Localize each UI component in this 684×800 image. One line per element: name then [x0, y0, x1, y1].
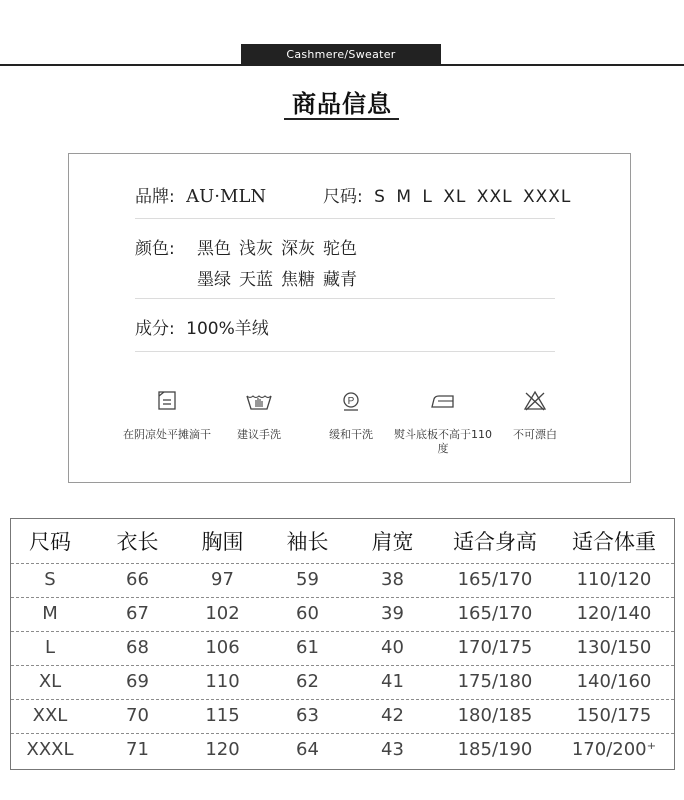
table-row	[11, 631, 674, 665]
cell: 64	[296, 739, 319, 760]
cell: 165/170	[457, 569, 533, 590]
dry-flat-shade-icon	[156, 390, 178, 412]
cell: 59	[296, 569, 319, 590]
header-cell: 适合体重	[572, 530, 656, 554]
cell: 150/175	[576, 705, 652, 726]
care-text: 在阴凉处平摊滴干	[123, 428, 211, 441]
cell: 41	[381, 671, 404, 692]
care-item-dry-clean	[301, 390, 401, 442]
cell: XXL	[32, 705, 68, 726]
cell: 170/175	[457, 637, 533, 658]
color-item: 驼色	[323, 239, 357, 259]
table-row	[11, 733, 674, 767]
info-divider	[135, 218, 555, 219]
care-item-iron	[393, 390, 493, 456]
cell: 115	[205, 705, 240, 726]
cell: 43	[381, 739, 404, 760]
cell: 140/160	[576, 671, 652, 692]
cell: 102	[205, 603, 240, 624]
color-item: 浅灰	[239, 239, 273, 259]
header-cell: 胸围	[201, 530, 244, 554]
care-text: 缓和干洗	[329, 428, 373, 441]
cell: 110/120	[576, 569, 652, 590]
table-row	[11, 563, 674, 597]
header-cell: 尺码	[29, 530, 71, 554]
color-options	[197, 234, 457, 296]
cell: 63	[296, 705, 319, 726]
cell: 120	[205, 739, 240, 760]
care-text: 建议手洗	[237, 428, 281, 441]
cell: 68	[126, 637, 149, 658]
color-label: 颜色:	[135, 239, 175, 259]
info-divider	[135, 351, 555, 352]
header-cell: 适合身高	[453, 530, 537, 554]
color-item: 焦糖	[281, 270, 315, 290]
cell: 170/200⁺	[571, 739, 657, 760]
color-item: 天蓝	[239, 270, 273, 290]
size-row	[323, 182, 571, 207]
cell: 40	[381, 637, 404, 658]
table-row	[11, 699, 674, 733]
header-cell: 肩宽	[371, 530, 414, 554]
cell: 69	[126, 671, 149, 692]
no-bleach-icon	[523, 390, 547, 412]
cell: 71	[126, 739, 149, 760]
info-divider	[135, 298, 555, 299]
cell: 60	[296, 603, 319, 624]
cell: 175/180	[457, 671, 533, 692]
cell: 38	[381, 569, 404, 590]
hand-wash-icon	[245, 390, 273, 412]
cell: XXXL	[26, 739, 74, 760]
gentle-dry-clean-icon	[340, 390, 362, 412]
category-banner: Cashmere/Sweater	[241, 44, 441, 66]
brand-value: AU·MLN	[186, 186, 267, 207]
iron-icon	[429, 390, 457, 412]
care-item-no-bleach	[485, 390, 585, 442]
cell: 120/140	[576, 603, 652, 624]
cell: 42	[381, 705, 404, 726]
cell: XL	[38, 671, 62, 692]
cell: 185/190	[457, 739, 533, 760]
cell: 61	[296, 637, 319, 658]
cell: 62	[296, 671, 319, 692]
cell: 67	[126, 603, 149, 624]
size-chart-table	[10, 518, 675, 770]
color-item: 深灰	[281, 239, 315, 259]
table-row	[11, 665, 674, 699]
header-cell: 衣长	[116, 530, 159, 554]
page-title: 商品信息	[292, 90, 392, 118]
cell: 165/170	[457, 603, 533, 624]
svg-text:P: P	[347, 396, 355, 407]
color-item: 墨绿	[197, 270, 231, 290]
cell: S	[44, 569, 56, 590]
cell: 106	[205, 637, 240, 658]
care-text: 不可漂白	[513, 428, 557, 441]
cell: 66	[126, 569, 149, 590]
size-options: S M L XL XXL XXXL	[374, 187, 572, 207]
care-text: 熨斗底板不高于110度	[394, 428, 492, 455]
brand-row	[135, 182, 266, 207]
header-cell: 袖长	[286, 530, 329, 554]
color-item: 黑色	[197, 239, 231, 259]
table-header-row	[11, 519, 674, 563]
table-row	[11, 597, 674, 631]
product-info-box	[68, 153, 631, 483]
cell: 97	[211, 569, 234, 590]
brand-label: 品牌:	[135, 187, 175, 207]
cell: M	[42, 603, 58, 624]
care-item-dry-flat	[117, 390, 217, 442]
fiber-label: 成分:	[135, 319, 175, 339]
color-item: 藏青	[323, 270, 357, 290]
cell: 110	[205, 671, 240, 692]
cell: 70	[126, 705, 149, 726]
fiber-value: 100%羊绒	[186, 319, 269, 339]
size-label: 尺码:	[323, 187, 363, 207]
cell: 39	[381, 603, 404, 624]
care-item-hand-wash	[209, 390, 309, 442]
title-underline	[284, 118, 399, 120]
cell: L	[44, 637, 56, 658]
cell: 180/185	[457, 705, 533, 726]
fiber-row	[135, 314, 269, 339]
cell: 130/150	[576, 637, 652, 658]
